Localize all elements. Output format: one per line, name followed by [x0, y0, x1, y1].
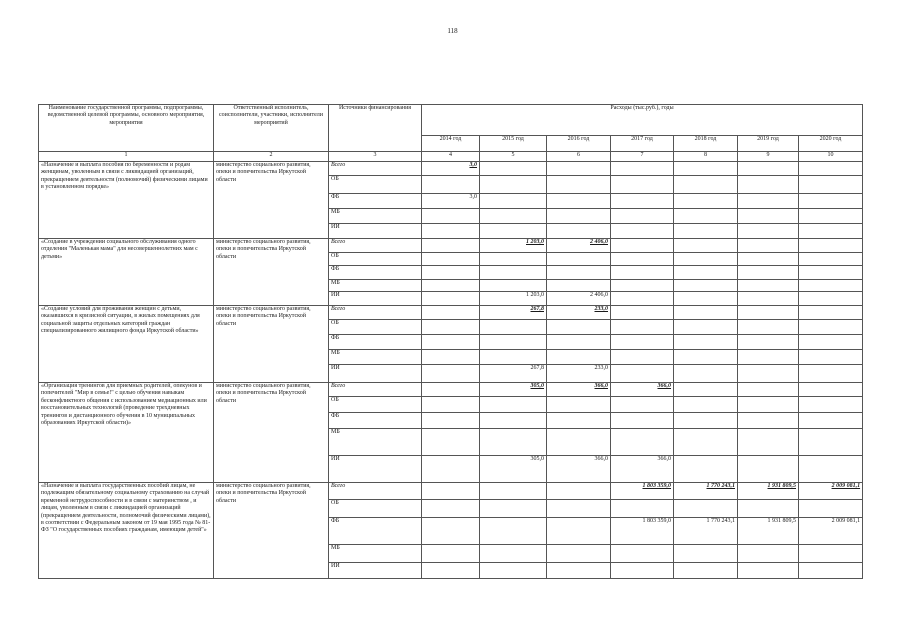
value-cell [674, 239, 738, 253]
value-cell [480, 518, 547, 545]
value-cell [422, 456, 480, 483]
value-cell [422, 292, 480, 306]
value-cell [799, 239, 863, 253]
value-cell [547, 194, 611, 209]
value-cell [547, 253, 611, 266]
value-cell [480, 500, 547, 518]
header-expenses: Расходы (тыс.руб.), годы [422, 105, 863, 136]
value-cell [799, 280, 863, 292]
value-cell [799, 253, 863, 266]
value-cell [547, 500, 611, 518]
value-cell: 2 406,0 [547, 239, 611, 253]
value-cell [738, 209, 799, 224]
value-cell [738, 306, 799, 320]
value-cell [799, 397, 863, 413]
value-cell [480, 280, 547, 292]
value-cell [674, 224, 738, 239]
value-cell [422, 500, 480, 518]
value-cell [611, 239, 674, 253]
value-cell [422, 176, 480, 194]
value-cell [480, 162, 547, 176]
value-cell [547, 518, 611, 545]
header-sources: Источники финансирования [329, 105, 422, 152]
value-cell [674, 194, 738, 209]
value-cell [738, 292, 799, 306]
source-label: МБ [329, 429, 422, 456]
source-label: Всего [329, 306, 422, 320]
table-row [39, 239, 863, 253]
value-cell: 233,0 [547, 306, 611, 320]
table-row [39, 483, 863, 500]
measure-name: «Создание условий для проживания женщин с детьми, оказавшихся в кризисной ситуации, в жилых помещениях для социальной защиты отдельных категорий граждан специализированного жилищного фонда Иркутской области» [39, 306, 214, 383]
value-cell [422, 320, 480, 335]
value-cell: 1 770 243,1 [674, 483, 738, 500]
value-cell: 305,0 [480, 456, 547, 483]
measure-executor: министерство социального развития, опеки и попечительства Иркутской области [214, 483, 329, 579]
value-cell [422, 545, 480, 563]
value-cell [738, 194, 799, 209]
value-cell [799, 500, 863, 518]
value-cell [674, 162, 738, 176]
value-cell: 3,0 [422, 194, 480, 209]
header-name: Наименование государственной программы, подпрограммы, ведомственной целевой программы, основного мероприятия, мероприятия [39, 105, 214, 152]
column-number: 3 [329, 152, 422, 162]
column-number: 1 [39, 152, 214, 162]
value-cell [547, 320, 611, 335]
value-cell [611, 350, 674, 365]
source-label: Всего [329, 239, 422, 253]
measure-executor: министерство социального развития, опеки и попечительства Иркутской области [214, 239, 329, 306]
value-cell [422, 563, 480, 579]
value-cell [799, 320, 863, 335]
table-row [39, 383, 863, 397]
value-cell [611, 320, 674, 335]
value-cell [611, 266, 674, 280]
value-cell [674, 456, 738, 483]
column-number: 10 [799, 152, 863, 162]
value-cell: 366,0 [611, 456, 674, 483]
value-cell [674, 365, 738, 383]
value-cell [480, 429, 547, 456]
value-cell: 3,0 [422, 162, 480, 176]
value-cell [480, 176, 547, 194]
value-cell [611, 365, 674, 383]
value-cell [738, 383, 799, 397]
value-cell: 366,0 [547, 383, 611, 397]
source-label: ФБ [329, 413, 422, 429]
value-cell: 1 931 809,5 [738, 518, 799, 545]
value-cell [611, 176, 674, 194]
value-cell: 2 009 081,1 [799, 483, 863, 500]
value-cell [480, 545, 547, 563]
value-cell [611, 194, 674, 209]
source-label: ОБ [329, 500, 422, 518]
value-cell [547, 162, 611, 176]
header-year: 2015 год [480, 136, 547, 152]
value-cell [611, 292, 674, 306]
value-cell [799, 383, 863, 397]
value-cell [480, 483, 547, 500]
measure-name: «Создание в учреждении социального обслуживания одного отделения "Маленькая мама" для несовершеннолетних мам с детьми» [39, 239, 214, 306]
value-cell: 366,0 [611, 383, 674, 397]
value-cell [480, 413, 547, 429]
source-label: ИИ [329, 292, 422, 306]
value-cell [674, 176, 738, 194]
value-cell [738, 456, 799, 483]
value-cell [547, 224, 611, 239]
value-cell [799, 350, 863, 365]
header-year: 2018 год [674, 136, 738, 152]
value-cell [547, 545, 611, 563]
value-cell: 1 931 809,5 [738, 483, 799, 500]
value-cell: 1 803 359,0 [611, 483, 674, 500]
value-cell [422, 397, 480, 413]
measure-executor: министерство социального развития, опеки и попечительства Иркутской области [214, 306, 329, 383]
value-cell [799, 335, 863, 350]
budget-table [38, 104, 863, 579]
value-cell [674, 335, 738, 350]
table-row [39, 306, 863, 320]
source-label: ФБ [329, 194, 422, 209]
value-cell [799, 292, 863, 306]
value-cell [738, 176, 799, 194]
value-cell [674, 563, 738, 579]
column-number: 2 [214, 152, 329, 162]
value-cell [422, 209, 480, 224]
value-cell [674, 413, 738, 429]
column-number: 9 [738, 152, 799, 162]
value-cell [674, 545, 738, 563]
value-cell [611, 500, 674, 518]
source-label: ОБ [329, 176, 422, 194]
value-cell: 1 203,0 [480, 239, 547, 253]
value-cell [799, 545, 863, 563]
source-label: Всего [329, 383, 422, 397]
value-cell [799, 456, 863, 483]
value-cell [738, 320, 799, 335]
value-cell [674, 292, 738, 306]
value-cell [480, 563, 547, 579]
value-cell [674, 266, 738, 280]
value-cell [738, 162, 799, 176]
value-cell [547, 176, 611, 194]
column-number-row [39, 152, 863, 162]
value-cell [799, 413, 863, 429]
measure-executor: министерство социального развития, опеки и попечительства Иркутской области [214, 162, 329, 239]
value-cell [674, 320, 738, 335]
table-row [39, 162, 863, 176]
value-cell [799, 429, 863, 456]
value-cell [422, 518, 480, 545]
value-cell [422, 253, 480, 266]
value-cell [738, 280, 799, 292]
value-cell [674, 383, 738, 397]
value-cell [611, 280, 674, 292]
column-number: 5 [480, 152, 547, 162]
value-cell [738, 365, 799, 383]
source-label: ОБ [329, 253, 422, 266]
header-year: 2016 год [547, 136, 611, 152]
value-cell [738, 350, 799, 365]
value-cell [611, 306, 674, 320]
value-cell [738, 563, 799, 579]
value-cell [480, 194, 547, 209]
measure-name: «Назначение и выплата пособия по беременности и родам женщинам, уволенным в связи с ликвидацией организаций, прекращением деятельности (полномочий) физическими лицами в установленном порядке» [39, 162, 214, 239]
value-cell [422, 335, 480, 350]
value-cell [547, 429, 611, 456]
value-cell [611, 545, 674, 563]
value-cell [674, 397, 738, 413]
value-cell [799, 224, 863, 239]
value-cell [422, 483, 480, 500]
value-cell [611, 335, 674, 350]
value-cell [547, 563, 611, 579]
source-label: МБ [329, 209, 422, 224]
value-cell [547, 266, 611, 280]
value-cell [674, 500, 738, 518]
value-cell [738, 397, 799, 413]
value-cell [480, 209, 547, 224]
value-cell [674, 209, 738, 224]
value-cell [674, 429, 738, 456]
value-cell [738, 224, 799, 239]
measure-name: «Организация тренингов для приемных родителей, опекунов и попечителей "Мир в семье!" с целью обучения навыкам бесконфликтного общения с использованием медиационных или восстановительных технологий (проведение трехдневных тренингов и дистанционного обучения в 10 муниципальных образованиях Иркутской области)» [39, 383, 214, 483]
column-number: 8 [674, 152, 738, 162]
value-cell [674, 350, 738, 365]
page-number: 118 [447, 27, 458, 35]
value-cell [422, 306, 480, 320]
value-cell [738, 335, 799, 350]
value-cell: 267,8 [480, 365, 547, 383]
source-label: ОБ [329, 397, 422, 413]
value-cell [799, 563, 863, 579]
source-label: ФБ [329, 518, 422, 545]
value-cell [799, 194, 863, 209]
source-label: ФБ [329, 335, 422, 350]
value-cell [422, 365, 480, 383]
value-cell [547, 335, 611, 350]
value-cell: 1 803 359,0 [611, 518, 674, 545]
value-cell [480, 266, 547, 280]
source-label: ИИ [329, 365, 422, 383]
value-cell [674, 253, 738, 266]
column-number: 6 [547, 152, 611, 162]
measure-executor: министерство социального развития, опеки и попечительства Иркутской области [214, 383, 329, 483]
value-cell [422, 350, 480, 365]
measure-name: «Назначение и выплата государственных пособий лицам, не подлежащим обязательному социальному страхованию на случай временной нетрудоспособности и в связи с материнством , и лицам, уволенным в связи с ликвидацией организаций (прекращением деятельности, полномочий физическими лицами), в соответствии с Федеральным законом от 19 мая 1995 года № 81-ФЗ "О государственных пособиях гражданам, имеющим детей"» [39, 483, 214, 579]
value-cell: 1 770 243,1 [674, 518, 738, 545]
value-cell [422, 429, 480, 456]
value-cell: 305,0 [480, 383, 547, 397]
source-label: ИИ [329, 563, 422, 579]
value-cell [611, 253, 674, 266]
value-cell [547, 209, 611, 224]
value-cell [480, 397, 547, 413]
value-cell [799, 162, 863, 176]
value-cell [799, 365, 863, 383]
value-cell [611, 224, 674, 239]
source-label: ОБ [329, 320, 422, 335]
value-cell [611, 413, 674, 429]
value-cell [611, 429, 674, 456]
value-cell: 2 009 081,1 [799, 518, 863, 545]
value-cell [799, 306, 863, 320]
source-label: МБ [329, 350, 422, 365]
header-year: 2019 год [738, 136, 799, 152]
value-cell [738, 500, 799, 518]
value-cell [422, 224, 480, 239]
value-cell: 366,0 [547, 456, 611, 483]
header-year: 2014 год [422, 136, 480, 152]
value-cell [422, 239, 480, 253]
source-label: ИИ [329, 224, 422, 239]
header-executor: Ответственный исполнитель, соисполнители, участники, исполнители мероприятий [214, 105, 329, 152]
value-cell [611, 563, 674, 579]
header-year: 2020 год [799, 136, 863, 152]
value-cell [547, 483, 611, 500]
value-cell: 2 406,0 [547, 292, 611, 306]
column-number: 7 [611, 152, 674, 162]
value-cell [738, 429, 799, 456]
source-label: МБ [329, 280, 422, 292]
value-cell: 267,8 [480, 306, 547, 320]
value-cell [738, 266, 799, 280]
value-cell [422, 266, 480, 280]
value-cell [799, 176, 863, 194]
value-cell [611, 209, 674, 224]
header-year: 2017 год [611, 136, 674, 152]
value-cell: 1 203,0 [480, 292, 547, 306]
value-cell [674, 306, 738, 320]
value-cell [799, 266, 863, 280]
value-cell [547, 413, 611, 429]
value-cell [611, 397, 674, 413]
value-cell [547, 350, 611, 365]
source-label: Всего [329, 483, 422, 500]
value-cell [422, 383, 480, 397]
value-cell [799, 209, 863, 224]
value-cell [738, 239, 799, 253]
value-cell [674, 280, 738, 292]
value-cell [480, 224, 547, 239]
value-cell [738, 545, 799, 563]
source-label: ФБ [329, 266, 422, 280]
value-cell [480, 253, 547, 266]
source-label: Всего [329, 162, 422, 176]
value-cell [738, 253, 799, 266]
value-cell [480, 335, 547, 350]
value-cell [547, 397, 611, 413]
value-cell: 233,0 [547, 365, 611, 383]
value-cell [547, 280, 611, 292]
source-label: ИИ [329, 456, 422, 483]
value-cell [480, 320, 547, 335]
value-cell [738, 413, 799, 429]
source-label: МБ [329, 545, 422, 563]
value-cell [480, 350, 547, 365]
column-number: 4 [422, 152, 480, 162]
value-cell [422, 413, 480, 429]
value-cell [611, 162, 674, 176]
value-cell [422, 280, 480, 292]
